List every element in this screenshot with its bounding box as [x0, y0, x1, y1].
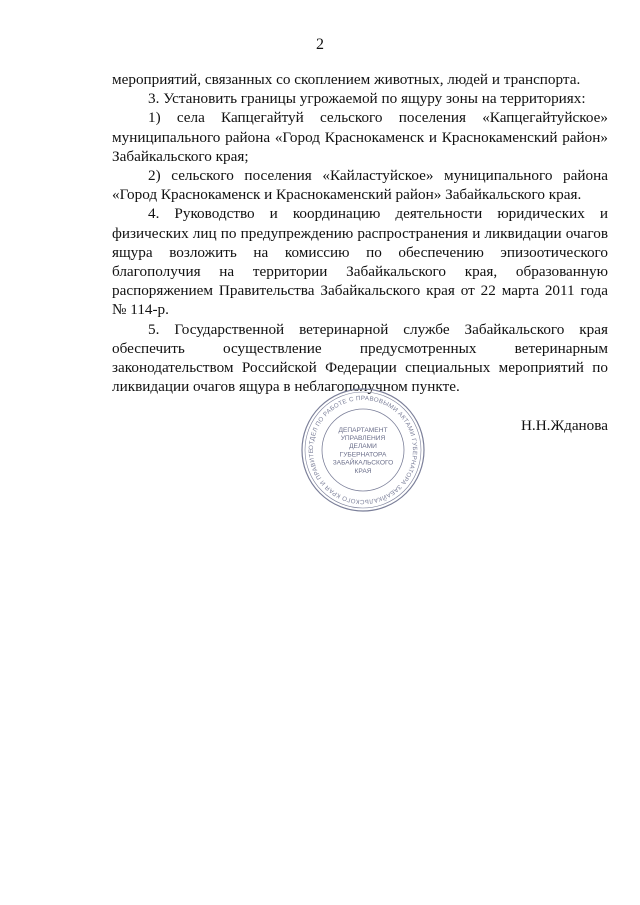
- paragraph-continuation: мероприятий, связанных со скоплением животных, людей и транспорта.: [112, 71, 581, 88]
- paragraph-subitem-2: 2) сельского поселения «Кайластуйское» муниципального района «Город Краснокаменск и Краснокаменский район» Забайкальского края.: [112, 167, 608, 204]
- paragraph-item-3: 3. Установить границы угрожаемой по ящуру зоны на территориях:: [148, 90, 586, 108]
- page-number: 2: [316, 36, 324, 53]
- seal-center-line: УПРАВЛЕНИЯ: [340, 435, 386, 442]
- signer-name: Н.Н.Жданова: [520, 417, 608, 434]
- seal-center-line: КРАЯ: [354, 467, 372, 475]
- paragraph-item-4: 4. Руководство и координацию деятельности юридических и физических лиц по предупреждению распространения и ликвидации очагов ящура возложить на комиссию по обеспечению эпизоотического благополучия на территории Забайкальского края, образованную распоряжением Правительства Забайкальского края от 22 марта 2011 года № 114-р.: [112, 205, 608, 319]
- seal-center-line: ДЕЛАМИ: [349, 443, 377, 451]
- seal-center-line: ЗАБАЙКАЛЬСКОГО: [332, 459, 394, 467]
- seal-center-line: ДЕПАРТАМЕНТ: [338, 426, 388, 434]
- official-seal: [300, 387, 426, 513]
- document-body: [112, 70, 608, 396]
- paragraph-item-5: 5. Государственной ветеринарной службе Забайкальского края обеспечить осуществление предусмотренных ветеринарным законодательством Российской Федерации специальных мероприятий по ликвидации очагов ящура в неблагополучном пункте.: [112, 320, 608, 396]
- seal-center-line: ГУБЕРНАТОРА: [339, 451, 387, 459]
- paragraph-subitem-1: 1) села Капцегайтуй сельского поселения «Капцегайтуйское» муниципального района «Город Краснокаменск и Краснокаменский район» Забайкальского края;: [112, 109, 608, 165]
- svg-text:ОТДЕЛ ПО РАБОТЕ С ПРАВОВЫМИ АК: ОТДЕЛ ПО РАБОТЕ С ПРАВОВЫМИ АКТАМИ ГУБЕРНАТОРА ЗАБАЙКАЛЬСКОГО КРАЯ И ПРАВИТЕ: [307, 394, 419, 506]
